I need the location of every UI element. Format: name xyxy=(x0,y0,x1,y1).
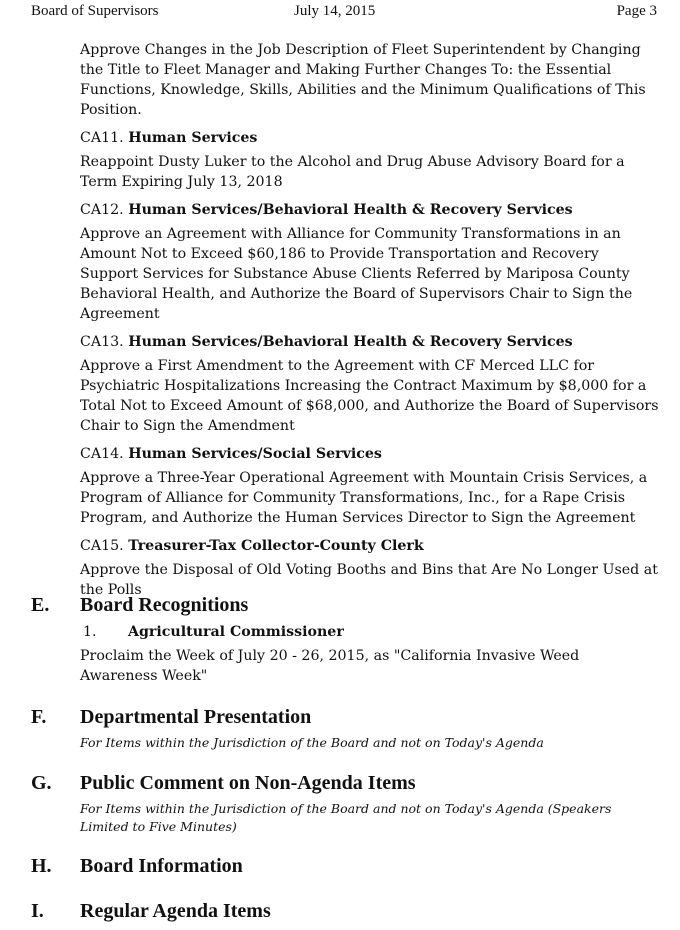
consent-item-title: Human Services/Social Services xyxy=(128,446,382,462)
consent-item-title: Human Services/Behavioral Health & Recovery Services xyxy=(128,334,573,350)
consent-item-text: Approve a Three-Year Operational Agreement with Mountain Crisis Services, a Program of Alliance for Community Transformations, Inc., for a Rape Crisis Program, and Authorize the Human Services Director to Sign the Agreement xyxy=(80,470,648,526)
header-page-number: Page 3 xyxy=(616,3,657,19)
consent-item-number: CA12. xyxy=(80,202,124,218)
consent-item-text: Approve the Disposal of Old Voting Booths and Bins that Are No Longer Used at the Polls xyxy=(80,562,658,598)
section-title: Board Recognitions xyxy=(80,594,249,616)
section-body xyxy=(80,734,661,752)
consent-item-heading xyxy=(80,444,660,464)
consent-item-heading xyxy=(80,200,660,220)
consent-item-ca11 xyxy=(80,128,660,192)
section-letter: F. xyxy=(31,706,47,728)
section-letter: G. xyxy=(31,772,52,794)
section-heading xyxy=(31,900,661,928)
section-title: Public Comment on Non-Agenda Items xyxy=(80,772,416,794)
consent-item-text: Approve an Agreement with Alliance for Community Transformations in an Amount Not to Exceed $60,186 to Provide Transportation and Recovery Support Services for Substance Abuse Clients Referred by Mariposa County Behavioral Health, and Authorize the Board of Supervisors Chair to Sign the Agreement xyxy=(80,226,633,322)
consent-item-ca12 xyxy=(80,200,660,324)
section-letter: E. xyxy=(31,594,50,616)
section-body xyxy=(80,622,661,686)
consent-item-heading xyxy=(80,332,660,352)
intro-paragraph: Approve Changes in the Job Description of Fleet Superintendent by Changing the Title to Fleet Manager and Making Further Changes To: the Essential Functions, Knowledge, Skills, Abilities and the Minimum Qualifications of This Position. xyxy=(80,42,646,118)
section-heading xyxy=(31,772,661,800)
recognition-item-title: Agricultural Commissioner xyxy=(128,624,344,640)
section-note: For Items within the Jurisdiction of the Board and not on Today's Agenda xyxy=(80,735,544,750)
consent-item-ca14 xyxy=(80,444,660,528)
section-title: Board Information xyxy=(80,855,243,877)
section-heading xyxy=(31,594,661,622)
consent-item-number: CA13. xyxy=(80,334,124,350)
consent-item-heading xyxy=(80,536,660,556)
section-title: Regular Agenda Items xyxy=(80,900,271,922)
section-h xyxy=(31,855,661,883)
recognition-item-heading xyxy=(80,622,661,642)
consent-item-title: Human Services/Behavioral Health & Recovery Services xyxy=(128,202,573,218)
section-heading xyxy=(31,855,661,883)
section-f xyxy=(31,706,661,752)
section-g xyxy=(31,772,661,836)
consent-item-number: CA11. xyxy=(80,130,124,146)
consent-item-number: CA15. xyxy=(80,538,124,554)
recognition-item-number: 1. xyxy=(83,624,97,640)
section-i xyxy=(31,900,661,928)
section-letter: I. xyxy=(31,900,44,922)
section-title: Departmental Presentation xyxy=(80,706,312,728)
consent-item-heading xyxy=(80,128,660,148)
section-letter: H. xyxy=(31,855,52,877)
consent-item-title: Treasurer-Tax Collector-County Clerk xyxy=(128,538,424,554)
consent-item-text: Approve a First Amendment to the Agreement with CF Merced LLC for Psychiatric Hospitalizations Increasing the Contract Maximum by $8,000 for a Total Not to Exceed Amount of $68,000, and Authorize the Board of Supervisors Chair to Sign the Amendment xyxy=(80,358,659,434)
section-heading xyxy=(31,706,661,734)
page-header xyxy=(31,3,657,23)
consent-item-number: CA14. xyxy=(80,446,124,462)
header-date: July 14, 2015 xyxy=(294,3,376,19)
section-note: For Items within the Jurisdiction of the Board and not on Today's Agenda (Speakers Limited to Five Minutes) xyxy=(80,801,612,834)
consent-item-ca13 xyxy=(80,332,660,436)
consent-item-text: Reappoint Dusty Luker to the Alcohol and Drug Abuse Advisory Board for a Term Expiring July 13, 2018 xyxy=(80,154,625,190)
section-e xyxy=(31,594,661,694)
header-board-name: Board of Supervisors xyxy=(31,3,159,19)
recognition-item-text: Proclaim the Week of July 20 - 26, 2015, as "California Invasive Weed Awareness Week" xyxy=(80,648,580,684)
consent-agenda-continued xyxy=(80,40,660,608)
consent-item-ca15 xyxy=(80,536,660,600)
section-body xyxy=(80,800,661,836)
consent-item-title: Human Services xyxy=(128,130,258,146)
